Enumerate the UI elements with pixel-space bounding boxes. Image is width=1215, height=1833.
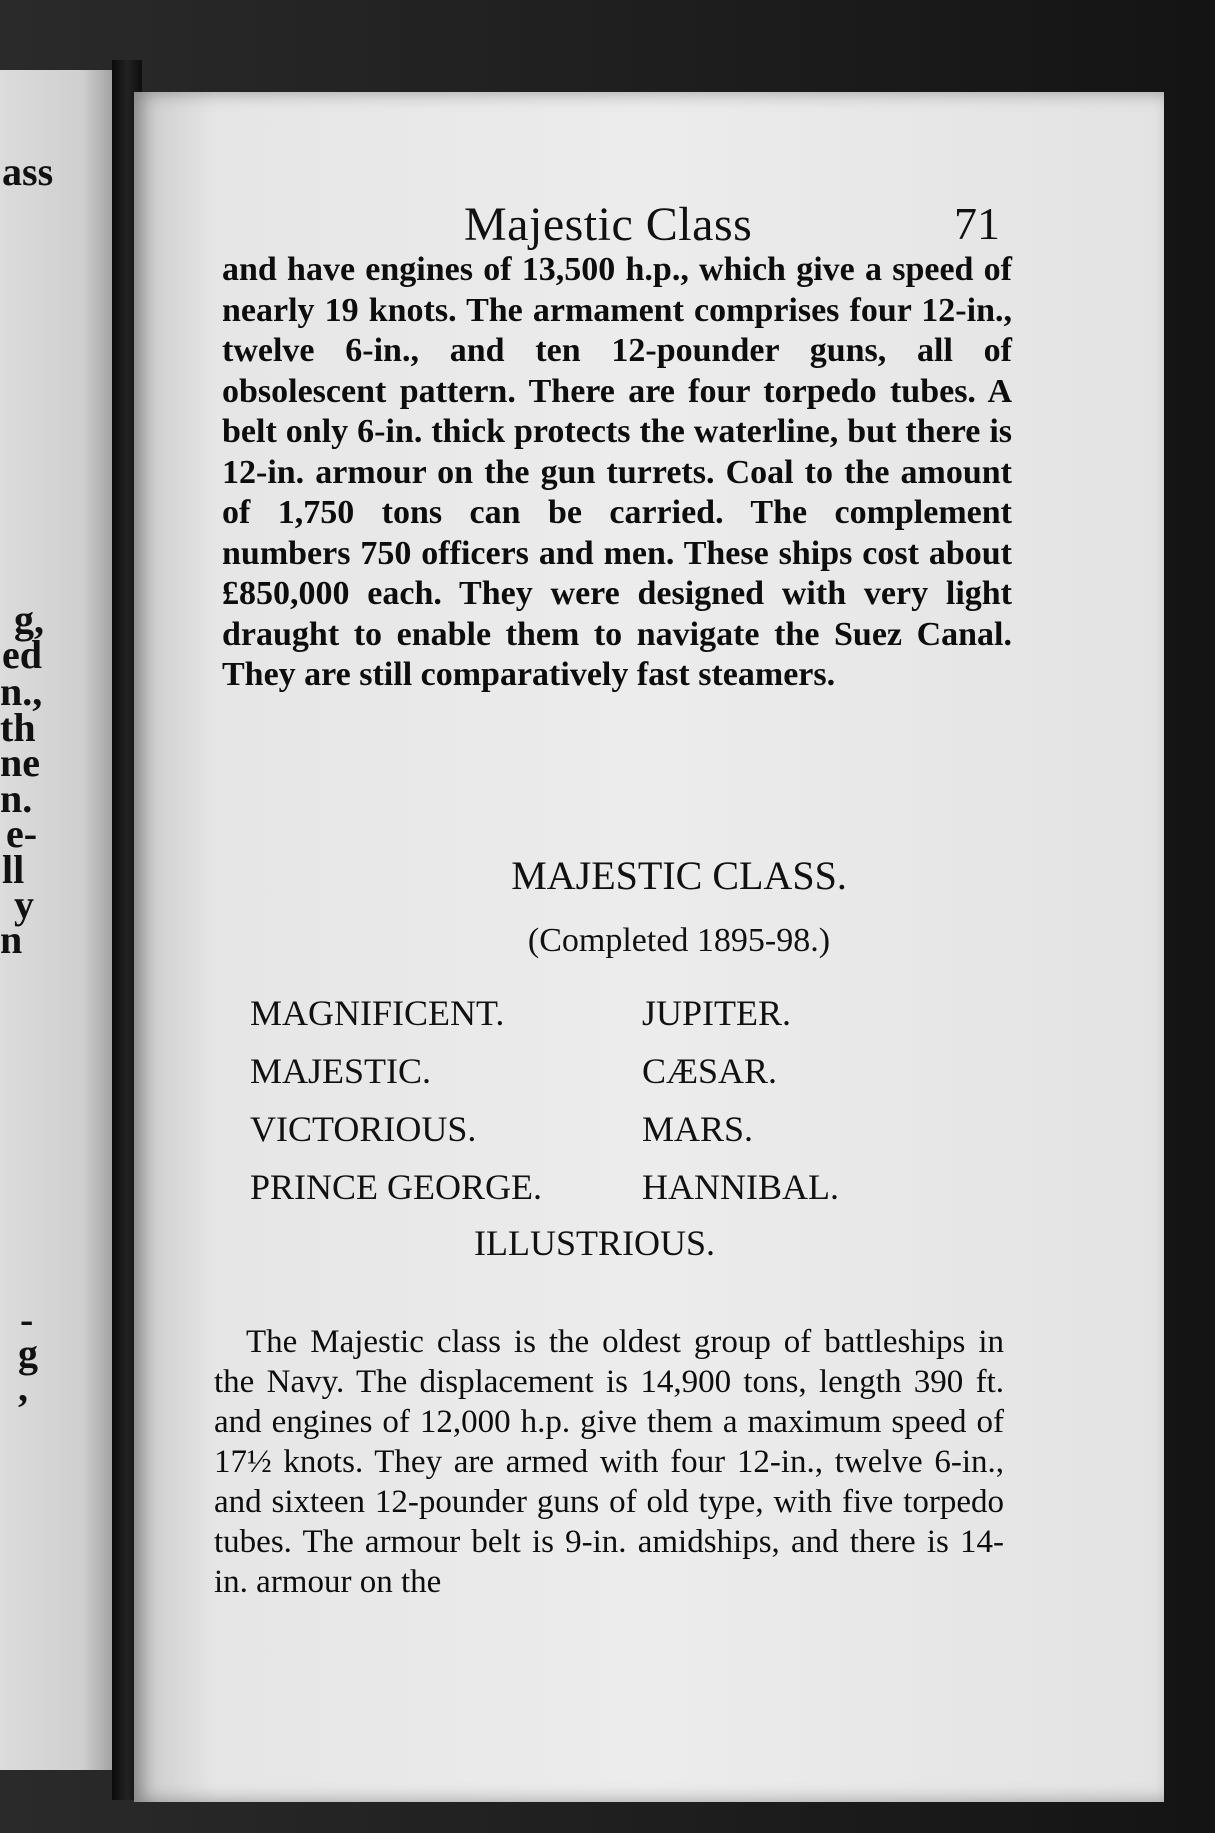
body-paragraph [214, 1322, 1004, 1602]
left-fragment: ll [2, 847, 25, 892]
body-paragraph: and have engines of 13,500 h.p., which give a speed of nearly 19 knots. The armament comprises four 12-in., twelve 6-in., and ten 12-pounder guns, all of obsolescent pattern. There are four torpedo tubes. A belt only 6-in. thick protects the waterline, but there is 12-in. armour on the gun turrets. Coal to the amount of 1,750 tons can be carried. The complement numbers 750 officers and men. These ships cost about £850,000 each. They were designed with very light draught to enable them to navigate the Suez Canal. They are still comparatively fast steamers. [222, 251, 1012, 693]
book-page [134, 92, 1164, 1802]
ship-name: MAGNIFICENT. [250, 993, 505, 1033]
left-fragment: n [0, 917, 23, 962]
completion-note: (Completed 1895-98.) [527, 922, 831, 959]
left-fragment: - [20, 1297, 34, 1342]
left-fragment: e- [6, 811, 38, 856]
ship-name: VICTORIOUS. [250, 1109, 477, 1149]
left-fragment: ne [0, 740, 40, 785]
left-fragment: , [18, 1365, 28, 1410]
ship-name: MAJESTIC. [250, 1051, 432, 1091]
running-head: Majestic Class [464, 198, 753, 251]
left-fragment: n., [0, 669, 43, 714]
left-fragment: ass [2, 149, 54, 194]
ship-name: PRINCE GEORGE. [250, 1167, 543, 1207]
ship-name: JUPITER. [642, 993, 792, 1033]
page-number: 71 [954, 198, 1000, 249]
ship-name: ILLUSTRIOUS. [474, 1223, 715, 1263]
ship-name: MARS. [642, 1109, 754, 1149]
left-fragment: g [18, 1331, 38, 1376]
left-fragment: ed [2, 632, 42, 677]
ship-name: CÆSAR. [642, 1051, 778, 1091]
left-page-edge [0, 70, 118, 1770]
left-fragment: g, [14, 597, 44, 642]
ship-name: HANNIBAL. [642, 1167, 839, 1207]
section-heading: MAJESTIC CLASS. [511, 853, 847, 898]
left-fragment: n. [0, 776, 33, 821]
body-paragraph-text: The Majestic class is the oldest group of battleships in the Navy. The displacement is 14,900 tons, length 390 ft. and engines of 12,000 h.p. give them a maximum speed of 17½ knots. They are armed with four 12-in., twelve 6-in., and sixteen 12-pounder guns of old type, with five torpedo tubes. The armour belt is 9-in. amidships, and there is 14-in. armour on the [214, 1324, 1004, 1600]
left-fragment: y [14, 882, 34, 927]
left-fragment: th [0, 705, 36, 750]
